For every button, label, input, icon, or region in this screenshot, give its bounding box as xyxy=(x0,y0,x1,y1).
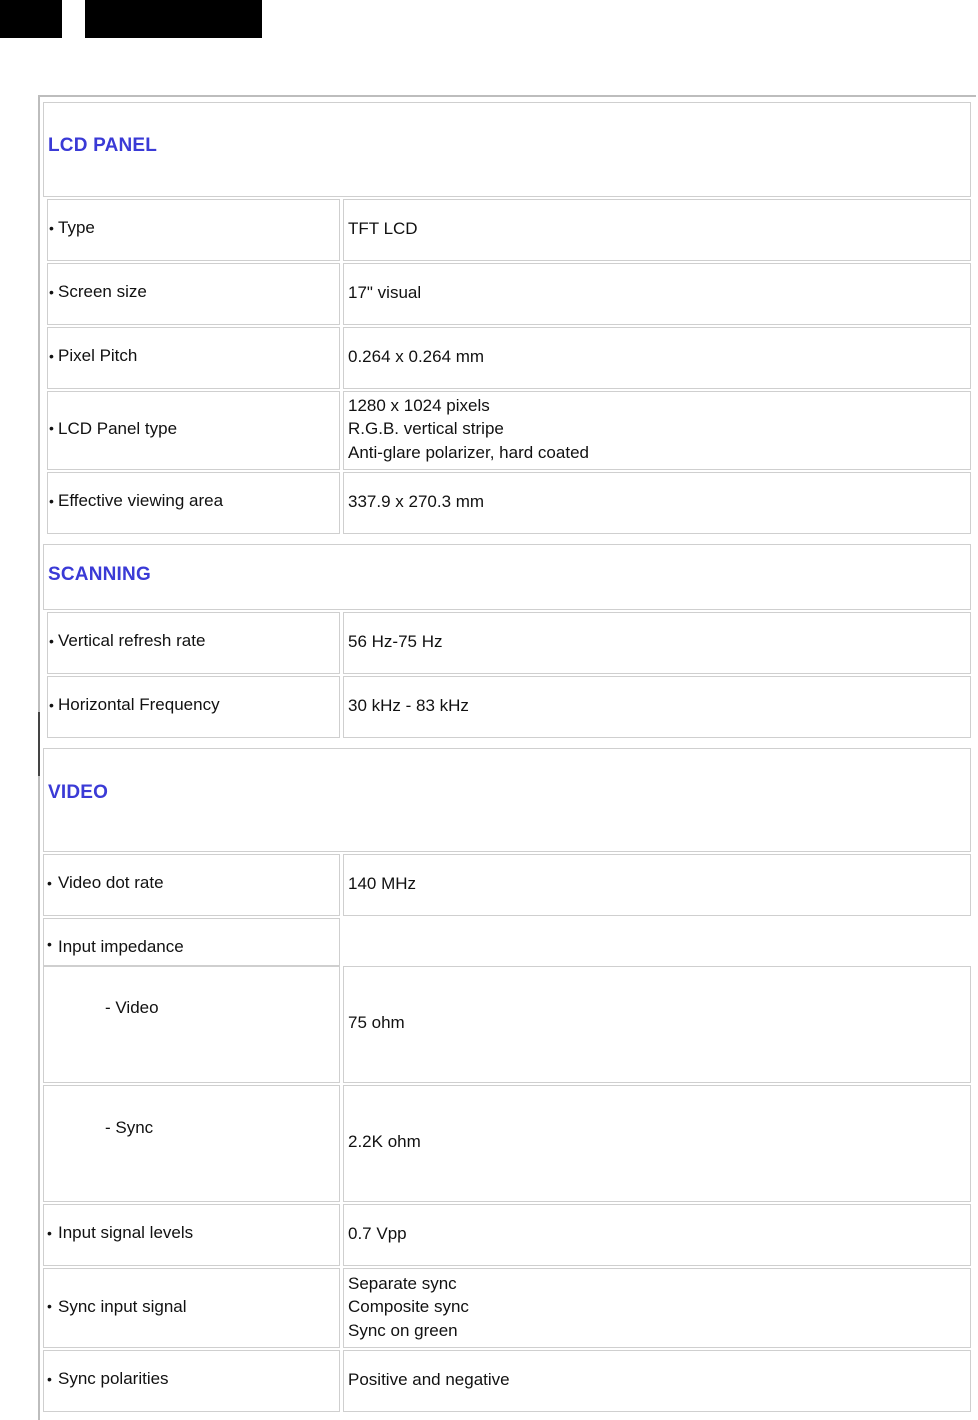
bullet-icon: • xyxy=(47,1298,52,1314)
value-cell xyxy=(343,391,971,470)
table-row-lcd-panel-type xyxy=(43,391,971,470)
table-row-pixel-pitch xyxy=(43,327,971,389)
row-value: 0.7 Vpp xyxy=(348,1224,407,1243)
section-scanning xyxy=(43,544,971,610)
table-row-sync-input-signal xyxy=(43,1268,971,1348)
label-cell xyxy=(47,199,340,261)
label-cell xyxy=(47,263,340,325)
bullet-icon: • xyxy=(49,420,54,436)
row-label: Vertical refresh rate xyxy=(58,631,206,650)
value-cell xyxy=(343,1204,971,1266)
value-cell-empty xyxy=(343,918,971,966)
row-label: Input impedance xyxy=(58,937,184,956)
bullet-icon: • xyxy=(49,220,54,236)
row-value-line-2: R.G.B. vertical stripe xyxy=(348,419,504,438)
section-lcd-panel xyxy=(43,102,971,197)
header-black-block-right xyxy=(85,0,262,38)
value-cell xyxy=(343,199,971,261)
value-cell xyxy=(343,1085,971,1202)
bullet-icon: • xyxy=(47,1225,52,1241)
row-label: - Sync xyxy=(105,1118,154,1137)
label-cell xyxy=(43,854,340,916)
table-row-input-signal-levels xyxy=(43,1204,971,1266)
bullet-icon: • xyxy=(49,697,54,713)
row-value: 56 Hz-75 Hz xyxy=(348,632,443,651)
value-cell xyxy=(343,1268,971,1348)
label-cell xyxy=(47,472,340,534)
row-label: Effective viewing area xyxy=(58,491,224,510)
row-value: 2.2K ohm xyxy=(348,1132,421,1151)
bullet-icon: • xyxy=(47,1371,52,1387)
value-cell xyxy=(343,472,971,534)
value-cell xyxy=(343,854,971,916)
label-cell xyxy=(47,676,340,738)
bullet-icon: • xyxy=(49,284,54,300)
row-label: Pixel Pitch xyxy=(58,346,138,365)
row-label: - Video xyxy=(105,998,159,1017)
section-title-scanning: SCANNING xyxy=(48,564,151,585)
table-row-horizontal-frequency xyxy=(43,676,971,738)
label-cell xyxy=(43,1204,340,1266)
bullet-icon: • xyxy=(49,633,54,649)
label-cell xyxy=(43,1350,340,1412)
label-cell xyxy=(47,327,340,389)
row-label: Video dot rate xyxy=(58,873,164,892)
value-cell xyxy=(343,966,971,1083)
value-cell xyxy=(343,1350,971,1412)
section-title-video: VIDEO xyxy=(48,782,109,803)
row-value: TFT LCD xyxy=(348,219,418,238)
row-value-line-1: 1280 x 1024 pixels xyxy=(348,396,490,415)
row-value: 17" visual xyxy=(348,283,422,302)
row-value-line-3: Sync on green xyxy=(348,1321,458,1340)
row-value-line-2: Composite sync xyxy=(348,1297,469,1316)
section-video xyxy=(43,748,971,852)
section-title-lcd-panel: LCD PANEL xyxy=(48,135,158,156)
row-value-line-3: Anti-glare polarizer, hard coated xyxy=(348,443,589,462)
value-cell xyxy=(343,612,971,674)
row-label: Sync polarities xyxy=(58,1369,169,1388)
row-label: Input signal levels xyxy=(58,1223,194,1242)
value-cell xyxy=(343,263,971,325)
label-cell xyxy=(43,1268,340,1348)
row-label: Sync input signal xyxy=(58,1297,187,1316)
table-row-effective-viewing-area xyxy=(43,472,971,534)
row-value: 0.264 x 0.264 mm xyxy=(348,347,485,366)
header-black-block-left xyxy=(0,0,62,38)
table-row-impedance-sync xyxy=(43,1085,971,1202)
label-cell xyxy=(43,918,340,966)
table-row-video-dot-rate xyxy=(43,854,971,916)
bullet-icon: • xyxy=(49,493,54,509)
row-value-line-1: Separate sync xyxy=(348,1274,457,1293)
label-cell xyxy=(47,391,340,470)
row-label: Horizontal Frequency xyxy=(58,695,220,714)
row-label: Screen size xyxy=(58,282,147,301)
row-value: 75 ohm xyxy=(348,1013,405,1032)
row-label: LCD Panel type xyxy=(58,419,178,438)
value-cell xyxy=(343,327,971,389)
table-row-sync-polarities xyxy=(43,1350,971,1412)
bullet-icon: • xyxy=(47,936,52,952)
label-cell xyxy=(47,612,340,674)
value-cell xyxy=(343,676,971,738)
table-row-type xyxy=(43,199,971,261)
table-row-input-impedance xyxy=(43,918,971,966)
label-cell xyxy=(43,966,340,1083)
table-row-impedance-video xyxy=(43,966,971,1083)
table-row-vertical-refresh-rate xyxy=(43,612,971,674)
row-value: 337.9 x 270.3 mm xyxy=(348,492,485,511)
row-label: Type xyxy=(58,218,95,237)
row-value: Positive and negative xyxy=(348,1370,510,1389)
label-cell xyxy=(43,1085,340,1202)
bullet-icon: • xyxy=(47,875,52,891)
bullet-icon: • xyxy=(49,348,54,364)
row-value: 140 MHz xyxy=(348,874,417,893)
margin-rule xyxy=(38,712,40,776)
table-row-screen-size xyxy=(43,263,971,325)
row-value: 30 kHz - 83 kHz xyxy=(348,696,469,715)
